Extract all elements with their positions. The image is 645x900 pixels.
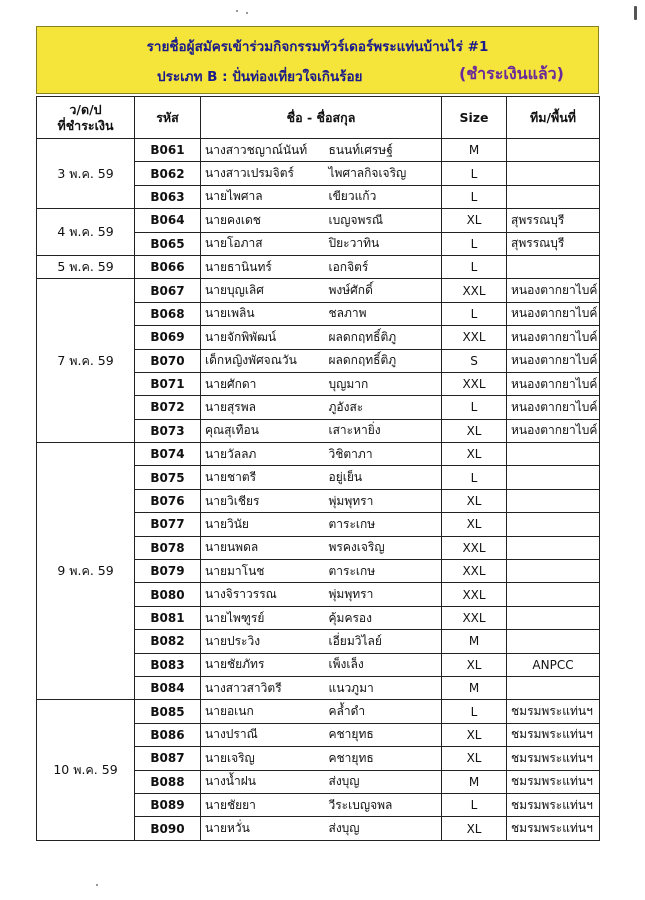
team-area-cell bbox=[507, 466, 600, 489]
last-name-cell: เอกจิตร์ bbox=[325, 255, 442, 278]
team-area-cell: หนองตากยาไบค์ bbox=[507, 419, 600, 442]
shirt-size-cell: XXL bbox=[442, 560, 507, 583]
table-row bbox=[37, 209, 600, 232]
shirt-size-cell: M bbox=[442, 139, 507, 162]
last-name-cell: คล้ำดำ bbox=[325, 700, 442, 723]
shirt-size-cell: L bbox=[442, 466, 507, 489]
shirt-size-cell: L bbox=[442, 396, 507, 419]
registrant-code-cell: B081 bbox=[135, 606, 201, 629]
first-name-cell: นายศักดา bbox=[201, 372, 325, 395]
team-area-cell: ชมรมพระแท่นฯ bbox=[507, 793, 600, 816]
last-name-cell: ธนนท์เศรษฐ์ bbox=[325, 139, 442, 162]
shirt-size-cell: XXL bbox=[442, 326, 507, 349]
first-name-cell: นายจักพิพัฒน์ bbox=[201, 326, 325, 349]
registrant-code-cell: B062 bbox=[135, 162, 201, 185]
team-area-cell bbox=[507, 676, 600, 699]
team-area-cell bbox=[507, 560, 600, 583]
first-name-cell: นายมาโนช bbox=[201, 560, 325, 583]
registrant-code-cell: B066 bbox=[135, 255, 201, 278]
shirt-size-cell: L bbox=[442, 255, 507, 278]
first-name-cell: นางสาวเปรมจิตร์ bbox=[201, 162, 325, 185]
registrant-code-cell: B079 bbox=[135, 560, 201, 583]
registrant-code-cell: B084 bbox=[135, 676, 201, 699]
registrant-code-cell: B069 bbox=[135, 326, 201, 349]
team-area-cell: หนองตากยาไบค์ bbox=[507, 302, 600, 325]
last-name-cell: ส่งบุญ bbox=[325, 817, 442, 840]
team-area-cell: หนองตากยาไบค์ bbox=[507, 349, 600, 372]
last-name-cell: วิชิตาภา bbox=[325, 443, 442, 466]
shirt-size-cell: XL bbox=[442, 653, 507, 676]
registrant-code-cell: B089 bbox=[135, 793, 201, 816]
team-area-cell bbox=[507, 630, 600, 653]
last-name-cell: ส่งบุญ bbox=[325, 770, 442, 793]
first-name-cell: นายนพดล bbox=[201, 536, 325, 559]
first-name-cell: นายชัยภัทร bbox=[201, 653, 325, 676]
team-area-cell: หนองตากยาไบค์ bbox=[507, 326, 600, 349]
team-area-cell: หนองตากยาไบค์ bbox=[507, 396, 600, 419]
first-name-cell: นายวัลลภ bbox=[201, 443, 325, 466]
shirt-size-cell: L bbox=[442, 700, 507, 723]
last-name-cell: คชายุทธ bbox=[325, 723, 442, 746]
registrant-code-cell: B080 bbox=[135, 583, 201, 606]
team-area-cell: ชมรมพระแท่นฯ bbox=[507, 723, 600, 746]
first-name-cell: นายคงเดช bbox=[201, 209, 325, 232]
header-team: ทีม/พื้นที่ bbox=[507, 97, 600, 139]
payment-date-cell: 4 พ.ค. 59 bbox=[37, 209, 135, 256]
team-area-cell bbox=[507, 255, 600, 278]
shirt-size-cell: XL bbox=[442, 419, 507, 442]
team-area-cell: สุพรรณบุรี bbox=[507, 209, 600, 232]
last-name-cell: พุ่มพุทรา bbox=[325, 583, 442, 606]
payment-date-cell: 3 พ.ค. 59 bbox=[37, 139, 135, 209]
first-name-cell: นางน้ำฝน bbox=[201, 770, 325, 793]
shirt-size-cell: XXL bbox=[442, 536, 507, 559]
last-name-cell: บุญมาก bbox=[325, 372, 442, 395]
first-name-cell: เด็กหญิงพัศจณวัน bbox=[201, 349, 325, 372]
header-code: รหัส bbox=[135, 97, 201, 139]
registrant-code-cell: B070 bbox=[135, 349, 201, 372]
last-name-cell: เขียวแก้ว bbox=[325, 185, 442, 208]
last-name-cell: พรคงเจริญ bbox=[325, 536, 442, 559]
team-area-cell bbox=[507, 489, 600, 512]
last-name-cell: ผลดกฤทธิ์ติภู bbox=[325, 326, 442, 349]
team-area-cell bbox=[507, 185, 600, 208]
table-row bbox=[37, 443, 600, 466]
first-name-cell: นางสาวสาวิตรี bbox=[201, 676, 325, 699]
header-size: Size bbox=[442, 97, 507, 139]
table-row bbox=[37, 700, 600, 723]
first-name-cell: นายเพลิน bbox=[201, 302, 325, 325]
registrant-code-cell: B083 bbox=[135, 653, 201, 676]
first-name-cell: นายโอภาส bbox=[201, 232, 325, 255]
shirt-size-cell: XL bbox=[442, 489, 507, 512]
first-name-cell: นายธานินทร์ bbox=[201, 255, 325, 278]
title-banner bbox=[36, 26, 599, 94]
document-title: รายชื่อผู้สมัครเข้าร่วมกิจกรรมทัวร์เดอร์พระแท่นบ้านไร่ #1 bbox=[146, 39, 489, 55]
shirt-size-cell: M bbox=[442, 630, 507, 653]
payment-date-cell: 7 พ.ค. 59 bbox=[37, 279, 135, 443]
first-name-cell: นายเจริญ bbox=[201, 747, 325, 770]
header-date bbox=[37, 97, 135, 139]
team-area-cell: ชมรมพระแท่นฯ bbox=[507, 817, 600, 840]
registrant-code-cell: B082 bbox=[135, 630, 201, 653]
shirt-size-cell: L bbox=[442, 793, 507, 816]
first-name-cell: นายบุญเลิศ bbox=[201, 279, 325, 302]
shirt-size-cell: XL bbox=[442, 817, 507, 840]
registrant-code-cell: B071 bbox=[135, 372, 201, 395]
registrant-code-cell: B072 bbox=[135, 396, 201, 419]
registrant-code-cell: B076 bbox=[135, 489, 201, 512]
first-name-cell: นายอเนก bbox=[201, 700, 325, 723]
first-name-cell: นายหวั่น bbox=[201, 817, 325, 840]
last-name-cell: เพ็งเล็ง bbox=[325, 653, 442, 676]
shirt-size-cell: XL bbox=[442, 747, 507, 770]
first-name-cell: นายไพฑูรย์ bbox=[201, 606, 325, 629]
registrant-code-cell: B085 bbox=[135, 700, 201, 723]
registrant-code-cell: B077 bbox=[135, 513, 201, 536]
team-area-cell: ANPCC bbox=[507, 653, 600, 676]
last-name-cell: เอี่ยมวิไลย์ bbox=[325, 630, 442, 653]
registration-table bbox=[36, 96, 600, 841]
shirt-size-cell: XL bbox=[442, 723, 507, 746]
table-body bbox=[37, 139, 600, 841]
team-area-cell: ชมรมพระแท่นฯ bbox=[507, 700, 600, 723]
shirt-size-cell: S bbox=[442, 349, 507, 372]
shirt-size-cell: XXL bbox=[442, 279, 507, 302]
table-row bbox=[37, 255, 600, 278]
first-name-cell: นายชัยยา bbox=[201, 793, 325, 816]
shirt-size-cell: L bbox=[442, 302, 507, 325]
first-name-cell: นางปราณี bbox=[201, 723, 325, 746]
last-name-cell: ผลดกฤทธิ์ติภู bbox=[325, 349, 442, 372]
first-name-cell: นายวิเชียร bbox=[201, 489, 325, 512]
payment-date-cell: 9 พ.ค. 59 bbox=[37, 443, 135, 700]
first-name-cell: นายชาตรี bbox=[201, 466, 325, 489]
last-name-cell: พุ่มพุทรา bbox=[325, 489, 442, 512]
team-area-cell: ชมรมพระแท่นฯ bbox=[507, 770, 600, 793]
shirt-size-cell: XL bbox=[442, 443, 507, 466]
first-name-cell: นางสาวชญาณ์นันท์ bbox=[201, 139, 325, 162]
last-name-cell: คุ้มครอง bbox=[325, 606, 442, 629]
registrant-code-cell: B061 bbox=[135, 139, 201, 162]
last-name-cell: ชลภาพ bbox=[325, 302, 442, 325]
team-area-cell bbox=[507, 536, 600, 559]
team-area-cell: หนองตากยาไบค์ bbox=[507, 279, 600, 302]
registrant-code-cell: B068 bbox=[135, 302, 201, 325]
last-name-cell: อยู่เย็น bbox=[325, 466, 442, 489]
shirt-size-cell: XXL bbox=[442, 372, 507, 395]
shirt-size-cell: L bbox=[442, 232, 507, 255]
payment-date-cell: 10 พ.ค. 59 bbox=[37, 700, 135, 840]
registrant-code-cell: B064 bbox=[135, 209, 201, 232]
registrant-code-cell: B086 bbox=[135, 723, 201, 746]
registrant-code-cell: B087 bbox=[135, 747, 201, 770]
team-area-cell bbox=[507, 139, 600, 162]
team-area-cell: สุพรรณบุรี bbox=[507, 232, 600, 255]
team-area-cell: หนองตากยาไบค์ bbox=[507, 372, 600, 395]
team-area-cell bbox=[507, 443, 600, 466]
header-name: ชื่อ - ชื่อสกุล bbox=[201, 97, 442, 139]
shirt-size-cell: XXL bbox=[442, 606, 507, 629]
shirt-size-cell: L bbox=[442, 162, 507, 185]
registrant-code-cell: B073 bbox=[135, 419, 201, 442]
payment-date-cell: 5 พ.ค. 59 bbox=[37, 255, 135, 278]
last-name-cell: ไพศาลกิจเจริญ bbox=[325, 162, 442, 185]
table-header-row bbox=[37, 97, 600, 139]
first-name-cell: นายวินัย bbox=[201, 513, 325, 536]
header-date-label: ว/ด/ป ที่ชำระเงิน bbox=[57, 101, 114, 133]
last-name-cell: เบญจพรณี bbox=[325, 209, 442, 232]
last-name-cell: คชายุทธ bbox=[325, 747, 442, 770]
first-name-cell: นายสุรพล bbox=[201, 396, 325, 419]
shirt-size-cell: XXL bbox=[442, 583, 507, 606]
shirt-size-cell: L bbox=[442, 185, 507, 208]
registrant-code-cell: B090 bbox=[135, 817, 201, 840]
registrant-code-cell: B063 bbox=[135, 185, 201, 208]
last-name-cell: เสาะหายิ่ง bbox=[325, 419, 442, 442]
shirt-size-cell: M bbox=[442, 770, 507, 793]
team-area-cell bbox=[507, 583, 600, 606]
registrant-code-cell: B078 bbox=[135, 536, 201, 559]
last-name-cell: ตาระเกษ bbox=[325, 513, 442, 536]
last-name-cell: พงษ์ศักดิ์ bbox=[325, 279, 442, 302]
team-area-cell: ชมรมพระแท่นฯ bbox=[507, 747, 600, 770]
registrant-code-cell: B074 bbox=[135, 443, 201, 466]
last-name-cell: ปิยะวาทิน bbox=[325, 232, 442, 255]
shirt-size-cell: XL bbox=[442, 513, 507, 536]
first-name-cell: นายไพศาล bbox=[201, 185, 325, 208]
first-name-cell: นางจิราวรรณ bbox=[201, 583, 325, 606]
shirt-size-cell: M bbox=[442, 676, 507, 699]
registrant-code-cell: B065 bbox=[135, 232, 201, 255]
category-label: ประเภท B : ปั่นท่องเที่ยวใจเกินร้อย bbox=[157, 69, 363, 85]
last-name-cell: แนวภูมา bbox=[325, 676, 442, 699]
registrant-code-cell: B075 bbox=[135, 466, 201, 489]
first-name-cell: นายประวิง bbox=[201, 630, 325, 653]
table-row bbox=[37, 139, 600, 162]
last-name-cell: วีระเบญจพล bbox=[325, 793, 442, 816]
last-name-cell: ตาระเกษ bbox=[325, 560, 442, 583]
registrant-code-cell: B067 bbox=[135, 279, 201, 302]
registrant-code-cell: B088 bbox=[135, 770, 201, 793]
team-area-cell bbox=[507, 513, 600, 536]
team-area-cell bbox=[507, 606, 600, 629]
team-area-cell bbox=[507, 162, 600, 185]
table-row bbox=[37, 279, 600, 302]
payment-status: (ชำระเงินแล้ว) bbox=[459, 64, 564, 83]
first-name-cell: คุณสุเทือน bbox=[201, 419, 325, 442]
shirt-size-cell: XL bbox=[442, 209, 507, 232]
last-name-cell: ภูอังสะ bbox=[325, 396, 442, 419]
